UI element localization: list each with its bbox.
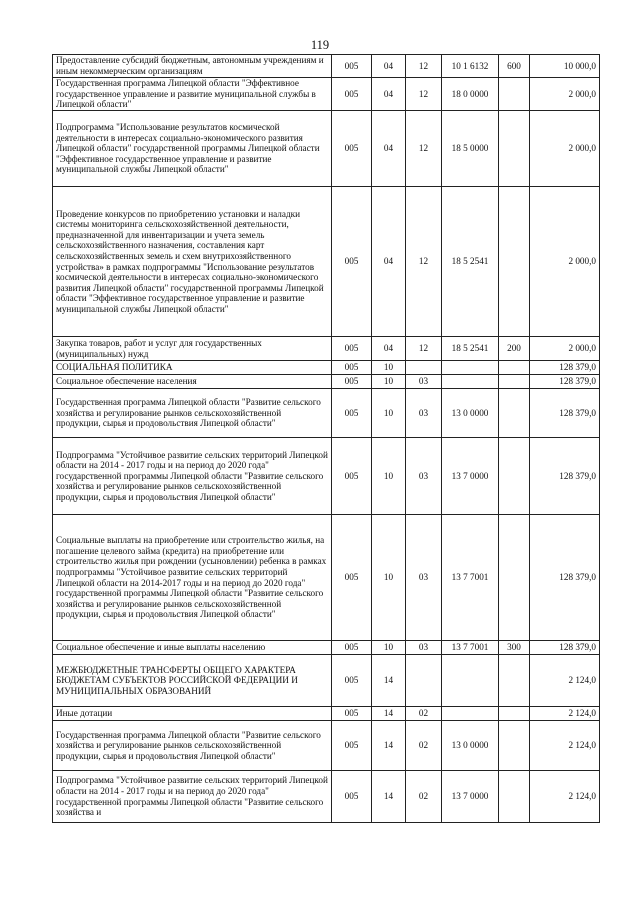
ministry-code: 005: [332, 721, 372, 771]
expense-type: [499, 771, 530, 823]
subsection-code: 12: [406, 187, 442, 337]
table-row: [53, 655, 600, 707]
target-article: [442, 375, 499, 389]
ministry-code: 005: [332, 78, 372, 111]
ministry-code: 005: [332, 655, 372, 707]
row-name: Социальное обеспечение и иные выплаты населению: [53, 641, 332, 655]
ministry-code: 005: [332, 438, 372, 515]
row-name: Социальные выплаты на приобретение или строительство жилья, на погашение целевого займа (кредита) на приобретение или строительство жилья при рождении (усыновлении) ребенка в рамках подпрограммы "Устойчивое развитие сельских территорий Липецкой области на 2014-2017 годы и на период до 2020 года" государственной программы Липецкой области "Развитие сельского хозяйства и регулирование рынков сельскохозяйственной продукции, сырья и продовольствия Липецкой области": [53, 515, 332, 641]
section-code: 14: [372, 771, 406, 823]
expense-type: [499, 187, 530, 337]
row-name: Проведение конкурсов по приобретению установки и наладки системы мониторинга сельскохозяйственной деятельности, предназначенной для инвентаризации и учета земель сельскохозяйственного назначения, составления карт сельскохозяйственных земель и схем внутрихозяйственного устройства» в рамках подпрограммы "Использование результатов космической деятельности в интересах социально-экономического развития Липецкой области" государственной программы Липецкой области "Эффективное государственное управление и развитие муниципальной службы Липецкой области": [53, 187, 332, 337]
expense-type: 600: [499, 55, 530, 78]
target-article: [442, 655, 499, 707]
section-code: 10: [372, 515, 406, 641]
section-code: 04: [372, 337, 406, 361]
section-code: 14: [372, 655, 406, 707]
expense-type: 200: [499, 337, 530, 361]
table-row: [53, 389, 600, 438]
table-row: [53, 515, 600, 641]
subsection-code: 12: [406, 111, 442, 187]
budget-table: [52, 54, 600, 823]
ministry-code: 005: [332, 389, 372, 438]
subsection-code: 12: [406, 337, 442, 361]
amount: 2 124,0: [530, 707, 600, 721]
ministry-code: 005: [332, 337, 372, 361]
row-name: Государственная программа Липецкой области "Развитие сельского хозяйства и регулирование рынков сельскохозяйственной продукции, сырья и продовольствия Липецкой области": [53, 389, 332, 438]
expense-type: [499, 111, 530, 187]
amount: 2 000,0: [530, 78, 600, 111]
subsection-code: 03: [406, 389, 442, 438]
subsection-code: 03: [406, 375, 442, 389]
section-code: 04: [372, 55, 406, 78]
row-name: МЕЖБЮДЖЕТНЫЕ ТРАНСФЕРТЫ ОБЩЕГО ХАРАКТЕРА БЮДЖЕТАМ СУБЪЕКТОВ РОССИЙСКОЙ ФЕДЕРАЦИИ И МУНИЦИПАЛЬНЫХ ОБРАЗОВАНИЙ: [53, 655, 332, 707]
row-name: Подпрограмма "Устойчивое развитие сельских территорий Липецкой области на 2014 - 2017 годы и на период до 2020 года" государственной программы Липецкой области "Развитие сельского хозяйства и регулирование рынков сельскохозяйственной продукции, сырья и продовольствия Липецкой области": [53, 438, 332, 515]
expense-type: [499, 655, 530, 707]
amount: 2 000,0: [530, 111, 600, 187]
section-code: 14: [372, 721, 406, 771]
section-code: 04: [372, 78, 406, 111]
row-name: Социальное обеспечение населения: [53, 375, 332, 389]
table-row: [53, 361, 600, 375]
ministry-code: 005: [332, 641, 372, 655]
table-row: [53, 721, 600, 771]
target-article: 13 7 0000: [442, 771, 499, 823]
subsection-code: 02: [406, 707, 442, 721]
section-code: 04: [372, 111, 406, 187]
subsection-code: [406, 361, 442, 375]
target-article: 18 5 2541: [442, 337, 499, 361]
target-article: 18 0 0000: [442, 78, 499, 111]
table-row: [53, 641, 600, 655]
subsection-code: 02: [406, 721, 442, 771]
target-article: [442, 361, 499, 375]
table-row: [53, 78, 600, 111]
expense-type: [499, 361, 530, 375]
table-row: [53, 187, 600, 337]
section-code: 10: [372, 375, 406, 389]
target-article: 18 5 0000: [442, 111, 499, 187]
ministry-code: 005: [332, 771, 372, 823]
target-article: 13 7 0000: [442, 438, 499, 515]
row-name: Иные дотации: [53, 707, 332, 721]
ministry-code: 005: [332, 375, 372, 389]
expense-type: [499, 375, 530, 389]
subsection-code: 03: [406, 641, 442, 655]
row-name: Государственная программа Липецкой области "Эффективное государственное управление и развитие муниципальной службы в Липецкой области": [53, 78, 332, 111]
expense-type: [499, 438, 530, 515]
amount: 128 379,0: [530, 389, 600, 438]
ministry-code: 005: [332, 55, 372, 78]
target-article: 18 5 2541: [442, 187, 499, 337]
amount: 2 124,0: [530, 721, 600, 771]
amount: 2 000,0: [530, 187, 600, 337]
subsection-code: 12: [406, 55, 442, 78]
row-name: Подпрограмма "Устойчивое развитие сельских территорий Липецкой области на 2014 - 2017 годы и на период до 2020 года" государственной программы Липецкой области "Развитие сельского хозяйства и: [53, 771, 332, 823]
table-row: [53, 707, 600, 721]
amount: 128 379,0: [530, 375, 600, 389]
target-article: 13 0 0000: [442, 389, 499, 438]
expense-type: [499, 707, 530, 721]
row-name: Закупка товаров, работ и услуг для государственных (муниципальных) нужд: [53, 337, 332, 361]
section-code: 10: [372, 438, 406, 515]
expense-type: [499, 721, 530, 771]
target-article: 13 7 7001: [442, 515, 499, 641]
table-row: [53, 111, 600, 187]
section-code: 14: [372, 707, 406, 721]
amount: 128 379,0: [530, 361, 600, 375]
row-name: СОЦИАЛЬНАЯ ПОЛИТИКА: [53, 361, 332, 375]
expense-type: 300: [499, 641, 530, 655]
amount: 2 124,0: [530, 655, 600, 707]
ministry-code: 005: [332, 187, 372, 337]
table-row: [53, 771, 600, 823]
table-row: [53, 375, 600, 389]
amount: 128 379,0: [530, 641, 600, 655]
table-row: [53, 55, 600, 78]
subsection-code: 03: [406, 438, 442, 515]
page-number: 119: [310, 38, 330, 52]
subsection-code: 02: [406, 771, 442, 823]
expense-type: [499, 389, 530, 438]
section-code: 04: [372, 187, 406, 337]
subsection-code: [406, 655, 442, 707]
row-name: Предоставление субсидий бюджетным, автономным учреждениям и иным некоммерческим организациям: [53, 55, 332, 78]
target-article: 13 0 0000: [442, 721, 499, 771]
section-code: 10: [372, 389, 406, 438]
amount: 128 379,0: [530, 515, 600, 641]
row-name: Государственная программа Липецкой области "Развитие сельского хозяйства и регулирование рынков сельскохозяйственной продукции, сырья и продовольствия Липецкой области": [53, 721, 332, 771]
ministry-code: 005: [332, 111, 372, 187]
target-article: 10 1 6132: [442, 55, 499, 78]
section-code: 10: [372, 361, 406, 375]
table-row: [53, 438, 600, 515]
amount: 10 000,0: [530, 55, 600, 78]
section-code: 10: [372, 641, 406, 655]
subsection-code: 03: [406, 515, 442, 641]
amount: 2 124,0: [530, 771, 600, 823]
subsection-code: 12: [406, 78, 442, 111]
expense-type: [499, 78, 530, 111]
ministry-code: 005: [332, 361, 372, 375]
expense-type: [499, 515, 530, 641]
ministry-code: 005: [332, 515, 372, 641]
ministry-code: 005: [332, 707, 372, 721]
table-row: [53, 337, 600, 361]
amount: 2 000,0: [530, 337, 600, 361]
target-article: [442, 707, 499, 721]
row-name: Подпрограмма "Использование результатов космической деятельности в интересах социально-экономического развития Липецкой области" государственной программы Липецкой области "Эффективное государственное управление и развитие муниципальной службы Липецкой области": [53, 111, 332, 187]
amount: 128 379,0: [530, 438, 600, 515]
target-article: 13 7 7001: [442, 641, 499, 655]
